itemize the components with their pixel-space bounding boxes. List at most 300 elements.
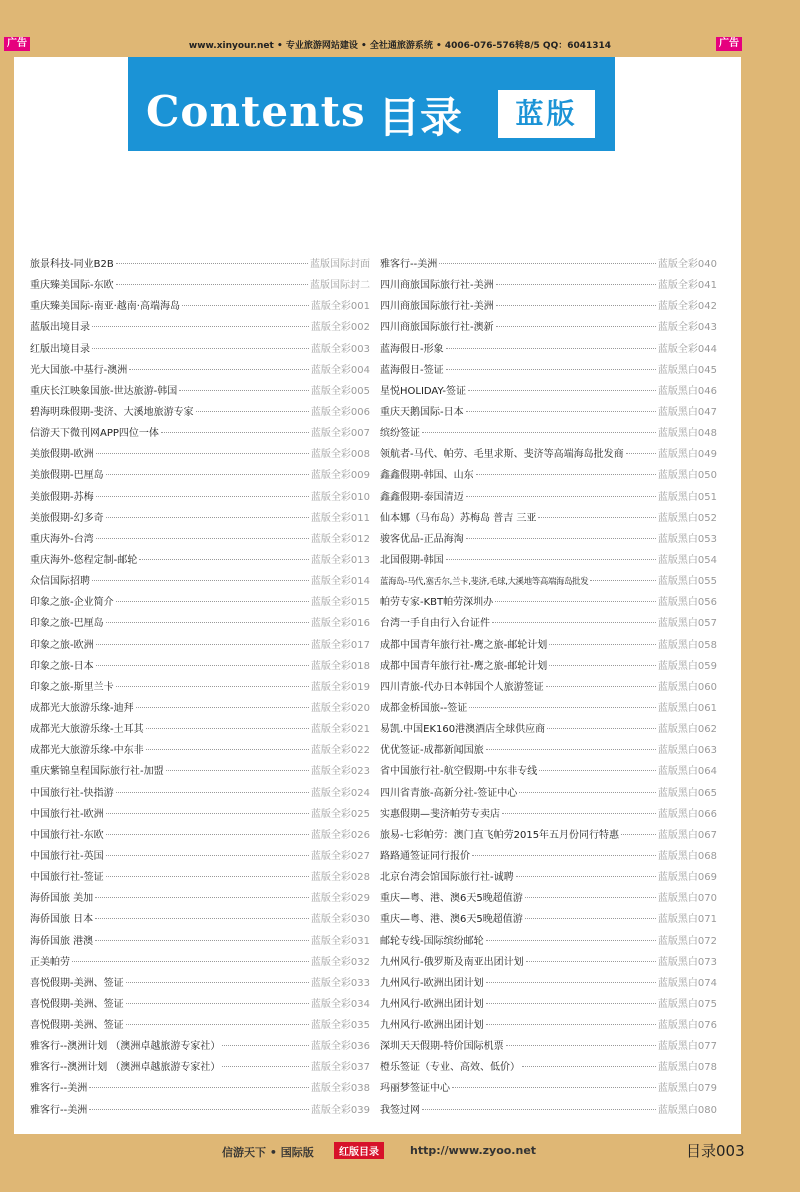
toc-entry[interactable] bbox=[380, 402, 717, 423]
toc-entry-page: 蓝版全彩012 bbox=[310, 533, 370, 545]
dot-leader bbox=[502, 813, 656, 814]
dot-leader bbox=[525, 897, 656, 898]
dot-leader bbox=[95, 918, 309, 919]
toc-entry[interactable] bbox=[380, 423, 717, 444]
toc-entry[interactable] bbox=[30, 444, 370, 465]
toc-entry-title: 美旅假期-幻多奇 bbox=[30, 512, 104, 524]
dot-leader bbox=[95, 897, 309, 898]
toc-entry-title: 优优签证-成都新闻国旅 bbox=[380, 745, 484, 757]
toc-entry-page: 蓝版黑白072 bbox=[657, 935, 717, 947]
toc-entry-page: 蓝版黑白058 bbox=[657, 639, 717, 651]
dot-leader bbox=[116, 792, 309, 793]
toc-entry-page: 蓝版全彩034 bbox=[310, 998, 370, 1010]
toc-entry-title: 缤纷签证 bbox=[380, 428, 420, 440]
toc-entry-title: 雅客行--美洲 bbox=[380, 259, 438, 270]
toc-entry-title: 蓝版出境目录 bbox=[30, 322, 90, 334]
footer-badge[interactable]: 红版目录 bbox=[334, 1142, 384, 1159]
toc-entry-page: 蓝版全彩039 bbox=[310, 1104, 370, 1116]
dot-leader bbox=[446, 559, 656, 560]
toc-entry[interactable] bbox=[30, 1036, 370, 1057]
dot-leader bbox=[486, 982, 656, 983]
toc-entry[interactable] bbox=[380, 1036, 717, 1057]
toc-entry[interactable] bbox=[30, 783, 370, 804]
toc-entry[interactable] bbox=[30, 381, 370, 402]
toc-entry-title: 中国旅行社-快指游 bbox=[30, 787, 114, 799]
dot-leader bbox=[106, 622, 309, 623]
toc-entry-title: 蓝海假日-形象 bbox=[380, 343, 444, 355]
toc-entry[interactable] bbox=[380, 487, 717, 508]
toc-entry-title: 实惠假期—斐济帕劳专卖店 bbox=[380, 808, 500, 820]
toc-entry[interactable] bbox=[30, 1100, 370, 1121]
toc-entry-title: 四川商旅国际旅行社-澳新 bbox=[380, 322, 494, 334]
dot-leader bbox=[116, 686, 309, 687]
toc-entry[interactable] bbox=[380, 952, 717, 973]
toc-entry-page: 蓝版黑白068 bbox=[657, 850, 717, 862]
toc-entry[interactable] bbox=[30, 529, 370, 550]
toc-entry[interactable] bbox=[380, 1015, 717, 1036]
toc-entry-title: 碧海明珠假期-斐济、大溪地旅游专家 bbox=[30, 406, 194, 418]
toc-entry-page: 蓝版全彩035 bbox=[310, 1020, 370, 1032]
toc-entry-title: 蓝海岛-马代,塞舌尔,兰卡,斐济,毛球,大溪地等高端海岛批发 bbox=[380, 576, 589, 587]
dot-leader bbox=[526, 961, 656, 962]
toc-entry-title: 成都金桥国旅--签证 bbox=[380, 702, 468, 714]
dot-leader bbox=[626, 453, 656, 454]
toc-entry-title: 中国旅行社-东欧 bbox=[30, 829, 104, 841]
toc-entry[interactable] bbox=[380, 592, 717, 613]
toc-entry-page: 蓝版黑白064 bbox=[657, 766, 717, 778]
toc-entry[interactable] bbox=[30, 804, 370, 825]
toc-entry[interactable] bbox=[380, 783, 717, 804]
toc-entry-page: 蓝版全彩020 bbox=[310, 702, 370, 714]
toc-entry-page: 蓝版全彩031 bbox=[310, 935, 370, 947]
toc-entry-page: 蓝版全彩033 bbox=[310, 977, 370, 989]
toc-entry-page: 蓝版全彩010 bbox=[310, 491, 370, 503]
toc-entry[interactable] bbox=[380, 1100, 717, 1121]
toc-entry[interactable] bbox=[30, 592, 370, 613]
toc-entry[interactable] bbox=[30, 571, 370, 592]
toc-entry-title: 成都光大旅游乐缘-迪拜 bbox=[30, 702, 134, 714]
toc-entry[interactable] bbox=[30, 317, 370, 338]
toc-entry-page: 蓝版黑白050 bbox=[657, 470, 717, 482]
toc-entry-title: 成都中国青年旅行社-鹰之旅-邮轮计划 bbox=[380, 639, 548, 651]
toc-entry-title: 重庆紫锦皇程国际旅行社-加盟 bbox=[30, 766, 164, 778]
toc-entry-title: 橙乐签证（专业、高效、低价） bbox=[380, 1062, 520, 1074]
toc-entry-page: 蓝版全彩042 bbox=[657, 301, 717, 313]
toc-entry-title: 易凯.中国EK160港澳酒店全球供应商 bbox=[380, 724, 546, 736]
toc-entry-page: 蓝版全彩026 bbox=[310, 829, 370, 841]
toc-entry-title: 四川商旅国际旅行社-美洲 bbox=[380, 280, 494, 292]
toc-entry[interactable] bbox=[30, 973, 370, 994]
toc-entry[interactable] bbox=[380, 571, 717, 592]
toc-entry-title: 喜悦假期-美洲、签证 bbox=[30, 1020, 124, 1032]
toc-entry-title: 正美帕劳 bbox=[30, 956, 70, 968]
toc-entry-page: 蓝版黑白074 bbox=[657, 977, 717, 989]
toc-entry[interactable] bbox=[30, 635, 370, 656]
dot-leader bbox=[116, 601, 309, 602]
toc-entry-title: 雅客行--澳洲计划 （澳洲卓越旅游专家社） bbox=[30, 1041, 221, 1053]
dot-leader bbox=[106, 474, 309, 475]
toc-entry-page: 蓝版黑白065 bbox=[657, 787, 717, 799]
toc-entry[interactable] bbox=[380, 317, 717, 338]
toc-entry-page: 蓝版黑白049 bbox=[657, 449, 717, 461]
toc-entry[interactable] bbox=[380, 825, 717, 846]
toc-entry[interactable] bbox=[380, 444, 717, 465]
dot-leader bbox=[106, 876, 309, 877]
contents-header bbox=[128, 57, 615, 151]
dot-leader bbox=[539, 770, 656, 771]
toc-entry[interactable] bbox=[380, 529, 717, 550]
toc-entry[interactable] bbox=[380, 296, 717, 317]
toc-entry-page: 蓝版全彩008 bbox=[310, 449, 370, 461]
toc-entry-title: 九州风行-俄罗斯及南亚出团计划 bbox=[380, 956, 524, 968]
dot-leader bbox=[439, 263, 656, 264]
toc-entry-title: 重庆天鹅国际-日本 bbox=[380, 406, 464, 418]
toc-entry-page: 蓝版国际封面 bbox=[310, 259, 370, 270]
toc-entry[interactable] bbox=[380, 973, 717, 994]
toc-entry-page: 蓝版黑白053 bbox=[657, 533, 717, 545]
toc-entry[interactable] bbox=[30, 698, 370, 719]
toc-entry-title: 四川青旅-代办日本韩国个人旅游签证 bbox=[380, 681, 544, 693]
toc-entry-page: 蓝版全彩043 bbox=[657, 322, 717, 334]
footer-page-label: 目录003 bbox=[686, 1142, 745, 1160]
toc-entry-title: 中国旅行社-英国 bbox=[30, 850, 104, 862]
dot-leader bbox=[126, 982, 309, 983]
toc-entry-page: 蓝版全彩024 bbox=[310, 787, 370, 799]
title-english: Contents bbox=[146, 87, 366, 136]
toc-entry[interactable] bbox=[30, 931, 370, 952]
toc-entry[interactable] bbox=[30, 825, 370, 846]
title-chinese: 目录 bbox=[378, 93, 463, 142]
dot-leader bbox=[96, 496, 309, 497]
toc-entry-page: 蓝版黑白073 bbox=[657, 956, 717, 968]
toc-entry-title: 印象之旅-欧洲 bbox=[30, 639, 94, 651]
toc-entry-page: 蓝版全彩029 bbox=[310, 893, 370, 905]
dot-leader bbox=[466, 538, 656, 539]
toc-entry-page: 蓝版黑白057 bbox=[657, 618, 717, 630]
toc-entry-page: 蓝版全彩022 bbox=[310, 745, 370, 757]
toc-entry[interactable] bbox=[30, 423, 370, 444]
toc-entry-page: 蓝版全彩001 bbox=[310, 301, 370, 313]
dot-leader bbox=[116, 284, 308, 285]
toc-entry-page: 蓝版黑白070 bbox=[657, 893, 717, 905]
toc-entry-page: 蓝版全彩021 bbox=[310, 724, 370, 736]
toc-entry[interactable] bbox=[380, 740, 717, 761]
toc-entry-title: 雅客行--美洲 bbox=[30, 1104, 88, 1116]
dot-leader bbox=[92, 348, 309, 349]
toc-entry[interactable] bbox=[30, 402, 370, 423]
toc-entry-page: 蓝版黑白052 bbox=[657, 512, 717, 524]
toc-entry[interactable] bbox=[380, 508, 717, 529]
toc-entry[interactable] bbox=[380, 719, 717, 740]
dot-leader bbox=[546, 686, 656, 687]
toc-entry-page: 蓝版黑白076 bbox=[657, 1020, 717, 1032]
toc-entry[interactable] bbox=[30, 1057, 370, 1078]
toc-entry[interactable] bbox=[30, 296, 370, 317]
toc-entry-title: 美旅假期-巴厘岛 bbox=[30, 470, 104, 482]
toc-entry[interactable] bbox=[380, 275, 717, 296]
toc-entry-title: 光大国旅-中基行-澳洲 bbox=[30, 364, 128, 376]
toc-entry-page: 蓝版全彩032 bbox=[310, 956, 370, 968]
toc-entry[interactable] bbox=[30, 465, 370, 486]
dot-leader bbox=[486, 1024, 656, 1025]
dot-leader bbox=[486, 1003, 656, 1004]
toc-entry-page: 蓝版全彩017 bbox=[310, 639, 370, 651]
dot-leader bbox=[96, 538, 309, 539]
toc-entry-title: 九州风行-欧洲出团计划 bbox=[380, 977, 484, 989]
toc-entry-page: 蓝版黑白079 bbox=[657, 1083, 717, 1095]
dot-leader bbox=[519, 792, 656, 793]
toc-entry-page: 蓝版全彩004 bbox=[310, 364, 370, 376]
toc-entry-title: 印象之旅-斯里兰卡 bbox=[30, 681, 114, 693]
toc-entry-page: 蓝版黑白062 bbox=[657, 724, 717, 736]
toc-entry[interactable] bbox=[30, 740, 370, 761]
toc-entry-page: 蓝版全彩027 bbox=[310, 850, 370, 862]
toc-entry[interactable] bbox=[30, 613, 370, 634]
toc-entry-title: 喜悦假期-美洲、签证 bbox=[30, 977, 124, 989]
toc-entry-page: 蓝版全彩005 bbox=[310, 385, 370, 397]
toc-entry[interactable] bbox=[380, 635, 717, 656]
toc-entry[interactable] bbox=[380, 846, 717, 867]
toc-entry-title: 海侨国旅 港澳 bbox=[30, 935, 94, 947]
toc-entry-title: 雅客行--美洲 bbox=[30, 1083, 88, 1095]
toc-entry-page: 蓝版全彩015 bbox=[310, 597, 370, 609]
toc-entry-page: 蓝版全彩013 bbox=[310, 554, 370, 566]
toc-entry-title: 印象之旅-企业简介 bbox=[30, 597, 114, 609]
toc-entry-title: 四川省青旅-高新分社-签证中心 bbox=[380, 787, 518, 799]
toc-entry[interactable] bbox=[30, 1078, 370, 1099]
toc-entry-title: 重庆—粤、港、澳6天5晚超值游 bbox=[380, 893, 523, 905]
dot-leader bbox=[516, 876, 656, 877]
toc-entry-title: 玛丽梦签证中心 bbox=[380, 1083, 450, 1095]
toc-entry[interactable] bbox=[380, 613, 717, 634]
toc-entry-page: 蓝版全彩028 bbox=[310, 872, 370, 884]
toc-entry[interactable] bbox=[380, 677, 717, 698]
dot-leader bbox=[95, 940, 309, 941]
toc-entry-page: 蓝版全彩044 bbox=[657, 343, 717, 355]
dot-leader bbox=[106, 834, 309, 835]
toc-entry[interactable] bbox=[380, 761, 717, 782]
dot-leader bbox=[116, 263, 308, 264]
toc-entry[interactable] bbox=[30, 888, 370, 909]
footer bbox=[0, 1134, 800, 1192]
toc-entry-title: 重庆臻美国际-东欧 bbox=[30, 280, 114, 292]
dot-leader bbox=[89, 1087, 309, 1088]
dot-leader bbox=[422, 1109, 656, 1110]
toc-entry[interactable] bbox=[380, 656, 717, 677]
dot-leader bbox=[590, 580, 656, 581]
toc-entry-title: 北京台湾会馆国际旅行社-诚聘 bbox=[380, 872, 514, 884]
toc-entry-title: 成都光大旅游乐缘-土耳其 bbox=[30, 724, 144, 736]
dot-leader bbox=[466, 411, 656, 412]
toc-entry-title: 雅客行--澳洲计划 （澳洲卓越旅游专家社） bbox=[30, 1062, 221, 1074]
toc-entry-title: 星悦HOLIDAY-签证 bbox=[380, 385, 467, 397]
toc-entry[interactable] bbox=[380, 381, 717, 402]
toc-entry[interactable] bbox=[380, 339, 717, 360]
toc-entry-title: 美旅假期-欧洲 bbox=[30, 449, 94, 461]
dot-leader bbox=[222, 1045, 309, 1046]
dot-leader bbox=[126, 1003, 309, 1004]
toc-entry-page: 蓝版全彩019 bbox=[310, 681, 370, 693]
toc-entry-page: 蓝版全彩014 bbox=[310, 576, 370, 588]
dot-leader bbox=[166, 770, 309, 771]
toc-entry-title: 邮轮专线-国际缤纷邮轮 bbox=[380, 935, 484, 947]
dot-leader bbox=[446, 369, 656, 370]
toc-entry[interactable] bbox=[30, 550, 370, 571]
toc-entry-page: 蓝版全彩018 bbox=[310, 660, 370, 672]
toc-entry-page: 蓝版黑白071 bbox=[657, 914, 717, 926]
dot-leader bbox=[549, 665, 656, 666]
toc-entry-title: 印象之旅-巴厘岛 bbox=[30, 618, 104, 630]
toc-entry-page: 蓝版黑白048 bbox=[657, 428, 717, 440]
toc-entry-title: 旅景科技-同业B2B bbox=[30, 259, 114, 270]
toc-entry-page: 蓝版黑白069 bbox=[657, 872, 717, 884]
dot-leader bbox=[129, 369, 309, 370]
dot-leader bbox=[621, 834, 656, 835]
dot-leader bbox=[538, 517, 656, 518]
toc-entry-page: 蓝版黑白075 bbox=[657, 998, 717, 1010]
toc-entry[interactable] bbox=[380, 1078, 717, 1099]
toc-entry-title: 重庆海外-台湾 bbox=[30, 533, 94, 545]
dot-leader bbox=[92, 580, 309, 581]
toc-entry[interactable] bbox=[380, 867, 717, 888]
toc-entry-title: 骏客优品-正品海淘 bbox=[380, 533, 464, 545]
toc-entry-page: 蓝版黑白045 bbox=[657, 364, 717, 376]
toc-entry-title: 喜悦假期-美洲、签证 bbox=[30, 998, 124, 1010]
ad-badge-left[interactable]: 广告 bbox=[4, 37, 30, 51]
toc-entry[interactable] bbox=[30, 677, 370, 698]
dot-leader bbox=[72, 961, 309, 962]
dot-leader bbox=[472, 855, 656, 856]
dot-leader bbox=[466, 496, 656, 497]
toc-entry-page: 蓝版黑白055 bbox=[657, 576, 717, 588]
toc-entry-title: 鑫鑫假期-韩国、山东 bbox=[380, 470, 474, 482]
toc-entry[interactable] bbox=[380, 909, 717, 930]
toc-entry[interactable] bbox=[380, 888, 717, 909]
toc-entry-page: 蓝版黑白060 bbox=[657, 681, 717, 693]
edition-badge: 蓝版 bbox=[498, 90, 595, 138]
dot-leader bbox=[222, 1066, 309, 1067]
toc-entry[interactable] bbox=[30, 254, 370, 275]
toc-entry-title: 重庆—粤、港、澳6天5晚超值游 bbox=[380, 914, 523, 926]
dot-leader bbox=[179, 390, 309, 391]
toc-entry-title: 重庆长江映象国旅-世达旅游-韩国 bbox=[30, 385, 178, 397]
toc-entry-title: 重庆海外-悠程定制-邮轮 bbox=[30, 554, 138, 566]
dot-leader bbox=[96, 665, 309, 666]
toc-entry-title: 九州风行-欧洲出团计划 bbox=[380, 998, 484, 1010]
toc-entry-title: 帕劳专家-KBT帕劳深圳办 bbox=[380, 597, 494, 609]
toc-entry[interactable] bbox=[30, 508, 370, 529]
toc-entry[interactable] bbox=[30, 952, 370, 973]
toc-entry[interactable] bbox=[30, 867, 370, 888]
toc-entry[interactable] bbox=[30, 909, 370, 930]
toc-entry[interactable] bbox=[30, 339, 370, 360]
toc-entry-title: 信游天下微刊网APP四位一体 bbox=[30, 428, 159, 440]
dot-leader bbox=[106, 813, 309, 814]
toc-entry-page: 蓝版黑白078 bbox=[657, 1062, 717, 1074]
toc-entry[interactable] bbox=[30, 1015, 370, 1036]
toc-entry[interactable] bbox=[380, 1057, 717, 1078]
toc-entry-title: 海侨国旅 美加 bbox=[30, 893, 94, 905]
toc-entry[interactable] bbox=[30, 656, 370, 677]
toc-entry[interactable] bbox=[30, 846, 370, 867]
toc-entry-page: 蓝版全彩009 bbox=[310, 470, 370, 482]
toc-entry-title: 成都中国青年旅行社-鹰之旅-邮轮计划 bbox=[380, 660, 548, 672]
toc-entry-page: 蓝版全彩023 bbox=[310, 766, 370, 778]
dot-leader bbox=[106, 517, 309, 518]
footer-brand: 信游天下 • 国际版 bbox=[222, 1146, 314, 1159]
toc-entry[interactable] bbox=[30, 761, 370, 782]
dot-leader bbox=[96, 644, 309, 645]
toc-entry-page: 蓝版黑白059 bbox=[657, 660, 717, 672]
dot-leader bbox=[549, 644, 656, 645]
dot-leader bbox=[495, 601, 656, 602]
toc-entry[interactable] bbox=[380, 698, 717, 719]
toc-entry[interactable] bbox=[380, 804, 717, 825]
toc-entry[interactable] bbox=[30, 487, 370, 508]
toc-entry-page: 蓝版全彩002 bbox=[310, 322, 370, 334]
toc-entry-title: 台湾一手自由行入台证件 bbox=[380, 618, 490, 630]
dot-leader bbox=[106, 855, 309, 856]
toc-entry-page: 蓝版全彩011 bbox=[310, 512, 370, 524]
toc-entry-title: 美旅假期-苏梅 bbox=[30, 491, 94, 503]
dot-leader bbox=[506, 1045, 656, 1046]
ad-badge-right[interactable]: 广告 bbox=[716, 37, 742, 51]
dot-leader bbox=[469, 707, 656, 708]
dot-leader bbox=[92, 326, 309, 327]
toc-entry-page: 蓝版全彩007 bbox=[310, 428, 370, 440]
toc-entry-title: 红版出境目录 bbox=[30, 343, 90, 355]
toc-entry-title: 仙本娜（马布岛）苏梅岛 普吉 三亚 bbox=[380, 512, 537, 524]
dot-leader bbox=[96, 453, 309, 454]
toc-entry-page: 蓝版全彩003 bbox=[310, 343, 370, 355]
toc-entry-title: 中国旅行社-签证 bbox=[30, 872, 104, 884]
toc-entry-page: 蓝版黑白047 bbox=[657, 406, 717, 418]
toc-entry[interactable] bbox=[30, 360, 370, 381]
toc-entry-page: 蓝版全彩036 bbox=[310, 1041, 370, 1053]
toc-entry-page: 蓝版全彩040 bbox=[657, 259, 717, 270]
toc-entry-page: 蓝版全彩037 bbox=[310, 1062, 370, 1074]
toc-entry-title: 重庆臻美国际-南亚·越南·高端海岛 bbox=[30, 301, 180, 313]
toc-entry[interactable] bbox=[380, 254, 717, 275]
toc-entry[interactable] bbox=[30, 275, 370, 296]
toc-column-right bbox=[380, 254, 717, 1121]
toc-entry[interactable] bbox=[30, 994, 370, 1015]
toc-entry[interactable] bbox=[380, 465, 717, 486]
dot-leader bbox=[547, 728, 656, 729]
top-bar bbox=[0, 32, 800, 54]
dot-leader bbox=[476, 474, 656, 475]
toc-entry-title: 中国旅行社-欧洲 bbox=[30, 808, 104, 820]
toc-entry[interactable] bbox=[30, 719, 370, 740]
dot-leader bbox=[525, 918, 656, 919]
dot-leader bbox=[522, 1066, 656, 1067]
toc-entry[interactable] bbox=[380, 360, 717, 381]
toc-entry-page: 蓝版黑白054 bbox=[657, 554, 717, 566]
toc-entry-title: 众信国际招聘 bbox=[30, 576, 90, 588]
toc-entry[interactable] bbox=[380, 550, 717, 571]
toc-entry-page: 蓝版黑白056 bbox=[657, 597, 717, 609]
dot-leader bbox=[496, 326, 656, 327]
footer-url[interactable]: http://www.zyoo.net bbox=[410, 1144, 537, 1157]
toc-entry-title: 海侨国旅 日本 bbox=[30, 914, 94, 926]
dot-leader bbox=[486, 940, 656, 941]
toc-entry[interactable] bbox=[380, 994, 717, 1015]
dot-leader bbox=[126, 1024, 309, 1025]
toc-entry-page: 蓝版黑白063 bbox=[657, 745, 717, 757]
toc-entry-page: 蓝版全彩030 bbox=[310, 914, 370, 926]
toc-entry[interactable] bbox=[380, 931, 717, 952]
toc-entry-page: 蓝版黑白080 bbox=[657, 1104, 717, 1116]
